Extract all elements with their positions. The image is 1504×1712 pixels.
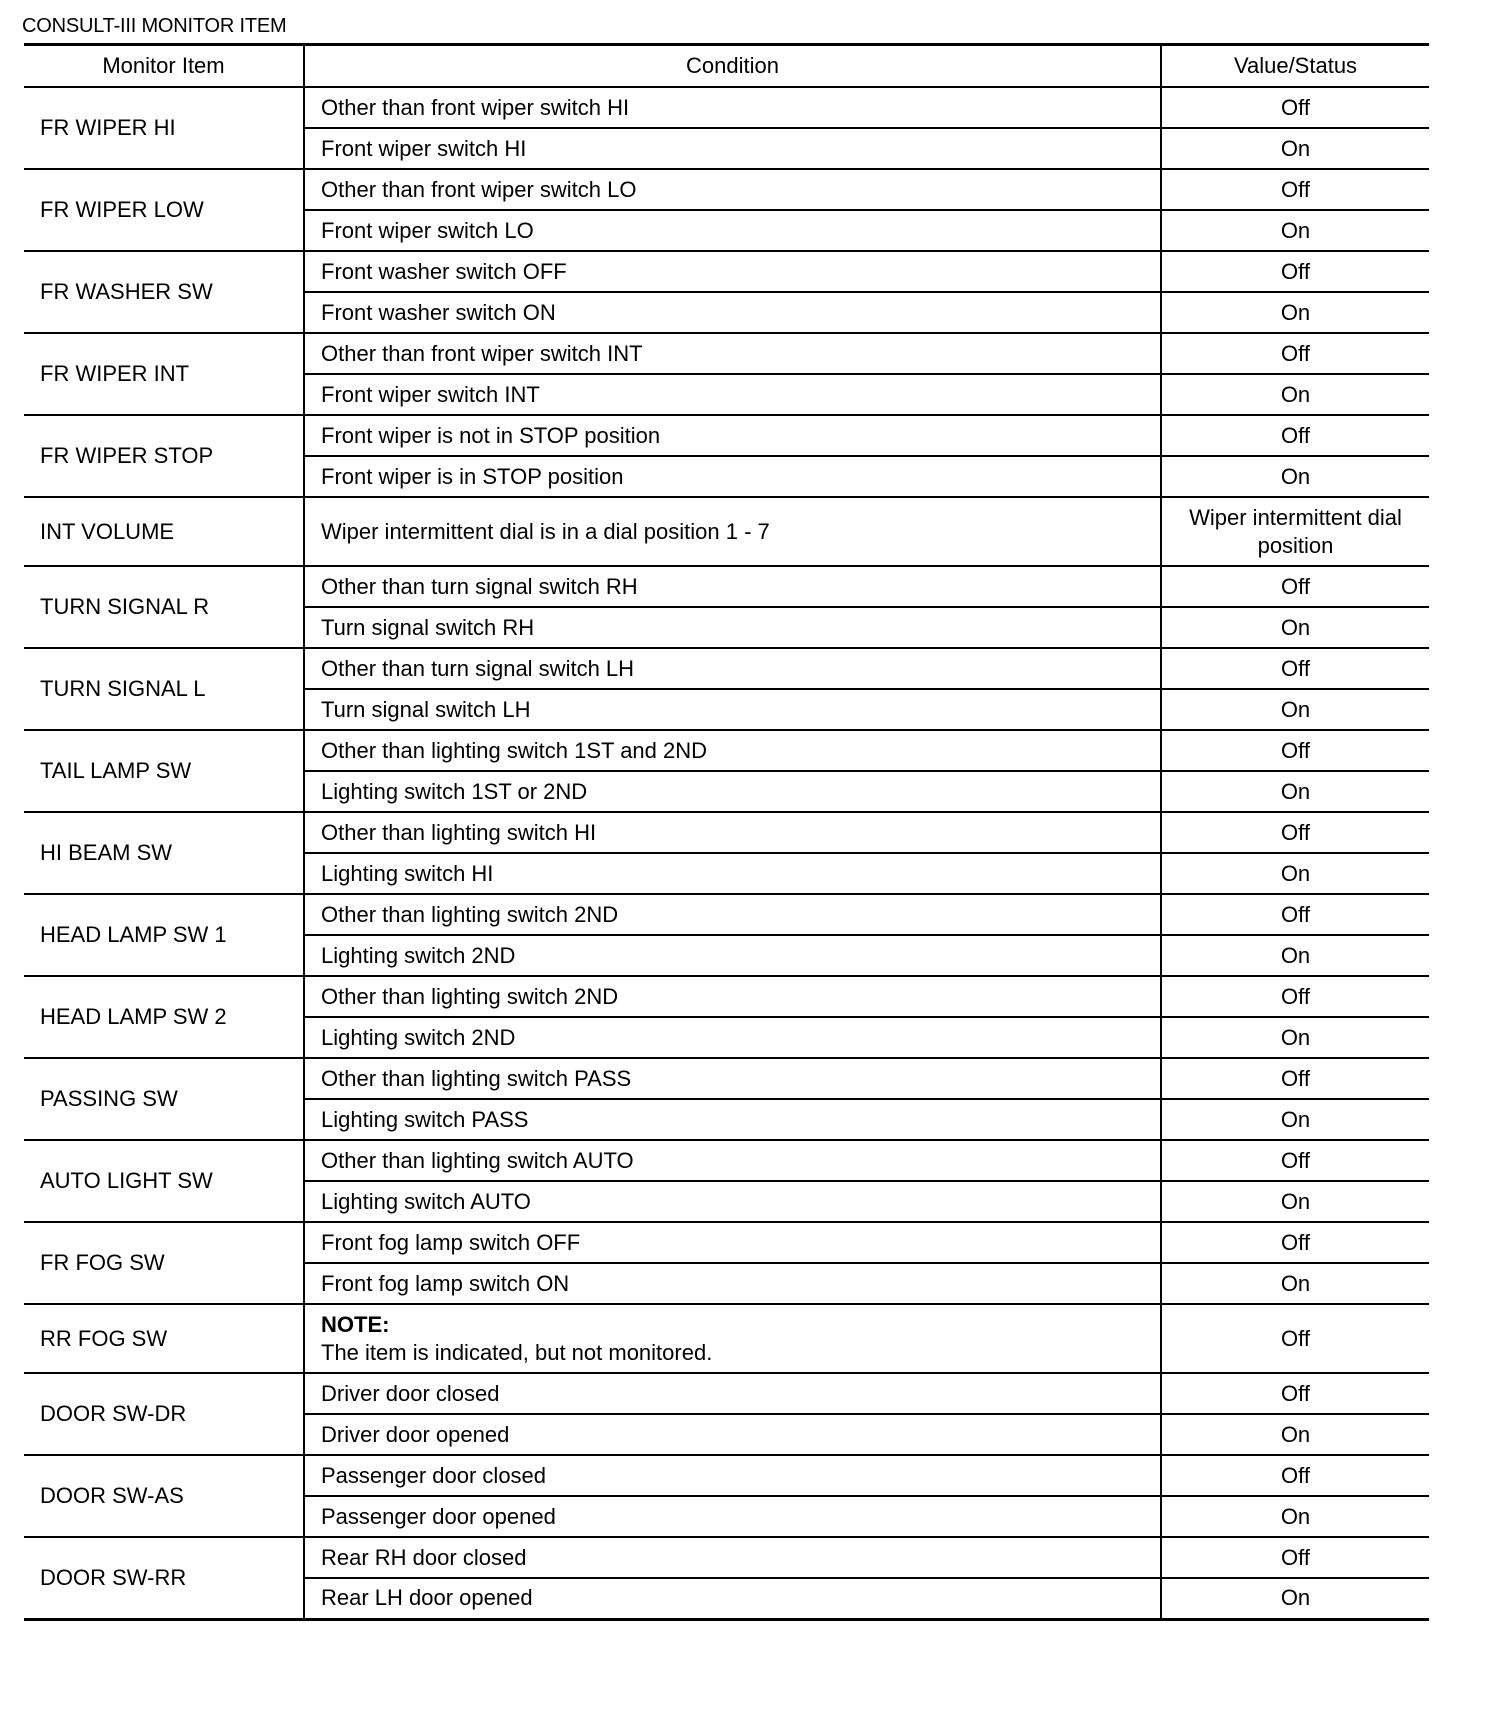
monitor-item-name: FR WIPER STOP (24, 415, 304, 497)
table-row (24, 87, 1429, 128)
monitor-item-name: HEAD LAMP SW 1 (24, 894, 304, 976)
condition-cell: Front fog lamp switch ON (304, 1263, 1161, 1304)
condition-cell: Other than lighting switch 2ND (304, 976, 1161, 1017)
column-header-value-status: Value/Status (1161, 45, 1429, 88)
condition-cell: Front washer switch OFF (304, 251, 1161, 292)
condition-cell: Wiper intermittent dial is in a dial position 1 - 7 (304, 497, 1161, 566)
condition-cell: Other than front wiper switch INT (304, 333, 1161, 374)
condition-cell: Front washer switch ON (304, 292, 1161, 333)
value-status-cell: On (1161, 1181, 1429, 1222)
value-status-cell: Off (1161, 1140, 1429, 1181)
monitor-item-name: INT VOLUME (24, 497, 304, 566)
value-status-cell: On (1161, 128, 1429, 169)
table-body (24, 87, 1429, 1619)
monitor-item-name: DOOR SW-DR (24, 1373, 304, 1455)
value-status-cell: On (1161, 374, 1429, 415)
value-status-cell: Off (1161, 1058, 1429, 1099)
condition-cell: Rear RH door closed (304, 1537, 1161, 1578)
table-row (24, 415, 1429, 456)
value-status-cell: Off (1161, 415, 1429, 456)
value-status-cell: Off (1161, 976, 1429, 1017)
table-row (24, 1140, 1429, 1181)
value-status-cell: Off (1161, 87, 1429, 128)
condition-cell: Lighting switch PASS (304, 1099, 1161, 1140)
condition-cell: Other than turn signal switch LH (304, 648, 1161, 689)
value-status-cell: On (1161, 1263, 1429, 1304)
monitor-item-name: FR WASHER SW (24, 251, 304, 333)
condition-cell: Other than front wiper switch LO (304, 169, 1161, 210)
table-row (24, 566, 1429, 607)
value-status-cell: Off (1161, 648, 1429, 689)
value-status-cell: On (1161, 1578, 1429, 1619)
note-label: NOTE: (321, 1311, 390, 1337)
value-status-cell: On (1161, 1496, 1429, 1537)
table-row (24, 497, 1429, 566)
value-status-cell: Off (1161, 251, 1429, 292)
table-row (24, 251, 1429, 292)
table-header-row (24, 45, 1429, 88)
table-row (24, 976, 1429, 1017)
table-row (24, 1537, 1429, 1578)
column-header-monitor-item: Monitor Item (24, 45, 304, 88)
condition-cell: Turn signal switch RH (304, 607, 1161, 648)
condition-cell: Lighting switch 2ND (304, 1017, 1161, 1058)
table-row (24, 169, 1429, 210)
condition-cell: Front wiper is not in STOP position (304, 415, 1161, 456)
condition-cell: Front wiper switch LO (304, 210, 1161, 251)
condition-cell: Other than lighting switch HI (304, 812, 1161, 853)
value-status-cell: Off (1161, 1455, 1429, 1496)
condition-cell: Rear LH door opened (304, 1578, 1161, 1619)
condition-note-cell (304, 1304, 1161, 1373)
table-row (24, 730, 1429, 771)
value-status-cell: On (1161, 292, 1429, 333)
table-row (24, 812, 1429, 853)
value-status-cell: On (1161, 456, 1429, 497)
monitor-item-name: TAIL LAMP SW (24, 730, 304, 812)
table-row (24, 1058, 1429, 1099)
condition-cell: Other than lighting switch 2ND (304, 894, 1161, 935)
value-status-cell: Off (1161, 1222, 1429, 1263)
value-status-cell: Off (1161, 894, 1429, 935)
table-row (24, 1455, 1429, 1496)
condition-cell: Front wiper is in STOP position (304, 456, 1161, 497)
monitor-item-name: FR WIPER INT (24, 333, 304, 415)
table-row (24, 894, 1429, 935)
note-text: The item is indicated, but not monitored. (321, 1339, 713, 1365)
condition-cell: Front wiper switch HI (304, 128, 1161, 169)
monitor-item-name: DOOR SW-RR (24, 1537, 304, 1619)
table-row (24, 648, 1429, 689)
monitor-item-name: FR WIPER HI (24, 87, 304, 169)
value-status-cell: Off (1161, 812, 1429, 853)
table-row (24, 1222, 1429, 1263)
condition-cell: Lighting switch 1ST or 2ND (304, 771, 1161, 812)
value-status-cell: On (1161, 210, 1429, 251)
monitor-item-name: TURN SIGNAL L (24, 648, 304, 730)
page-title: CONSULT-III MONITOR ITEM (22, 15, 287, 37)
value-status-cell: Off (1161, 1537, 1429, 1578)
condition-cell: Lighting switch HI (304, 853, 1161, 894)
table-row (24, 1373, 1429, 1414)
condition-cell: Other than lighting switch AUTO (304, 1140, 1161, 1181)
monitor-item-name: FR WIPER LOW (24, 169, 304, 251)
value-status-cell: Off (1161, 566, 1429, 607)
monitor-item-name: FR FOG SW (24, 1222, 304, 1304)
value-status-cell: Off (1161, 1304, 1429, 1373)
value-status-cell: Off (1161, 1373, 1429, 1414)
condition-cell: Passenger door opened (304, 1496, 1161, 1537)
condition-cell: Driver door closed (304, 1373, 1161, 1414)
monitor-item-name: HEAD LAMP SW 2 (24, 976, 304, 1058)
value-status-cell: Wiper intermittent dial position (1161, 497, 1429, 566)
monitor-item-name: TURN SIGNAL R (24, 566, 304, 648)
value-status-cell: On (1161, 1099, 1429, 1140)
condition-cell: Front fog lamp switch OFF (304, 1222, 1161, 1263)
table-row (24, 333, 1429, 374)
column-header-condition: Condition (304, 45, 1161, 88)
monitor-item-name: RR FOG SW (24, 1304, 304, 1373)
condition-cell: Lighting switch AUTO (304, 1181, 1161, 1222)
condition-cell: Driver door opened (304, 1414, 1161, 1455)
table-row (24, 1304, 1429, 1373)
monitor-item-name: HI BEAM SW (24, 812, 304, 894)
value-status-cell: Off (1161, 333, 1429, 374)
value-status-cell: On (1161, 1017, 1429, 1058)
value-status-cell: Off (1161, 730, 1429, 771)
condition-cell: Turn signal switch LH (304, 689, 1161, 730)
condition-cell: Other than turn signal switch RH (304, 566, 1161, 607)
monitor-item-name: AUTO LIGHT SW (24, 1140, 304, 1222)
condition-cell: Other than lighting switch PASS (304, 1058, 1161, 1099)
value-status-cell: On (1161, 771, 1429, 812)
condition-cell: Other than front wiper switch HI (304, 87, 1161, 128)
value-status-cell: On (1161, 853, 1429, 894)
value-status-cell: On (1161, 607, 1429, 648)
monitor-item-table (24, 43, 1429, 1621)
condition-cell: Other than lighting switch 1ST and 2ND (304, 730, 1161, 771)
condition-cell: Lighting switch 2ND (304, 935, 1161, 976)
value-status-cell: Off (1161, 169, 1429, 210)
monitor-item-name: PASSING SW (24, 1058, 304, 1140)
value-status-cell: On (1161, 689, 1429, 730)
condition-cell: Front wiper switch INT (304, 374, 1161, 415)
value-status-cell: On (1161, 1414, 1429, 1455)
condition-cell: Passenger door closed (304, 1455, 1161, 1496)
value-status-cell: On (1161, 935, 1429, 976)
monitor-item-name: DOOR SW-AS (24, 1455, 304, 1537)
